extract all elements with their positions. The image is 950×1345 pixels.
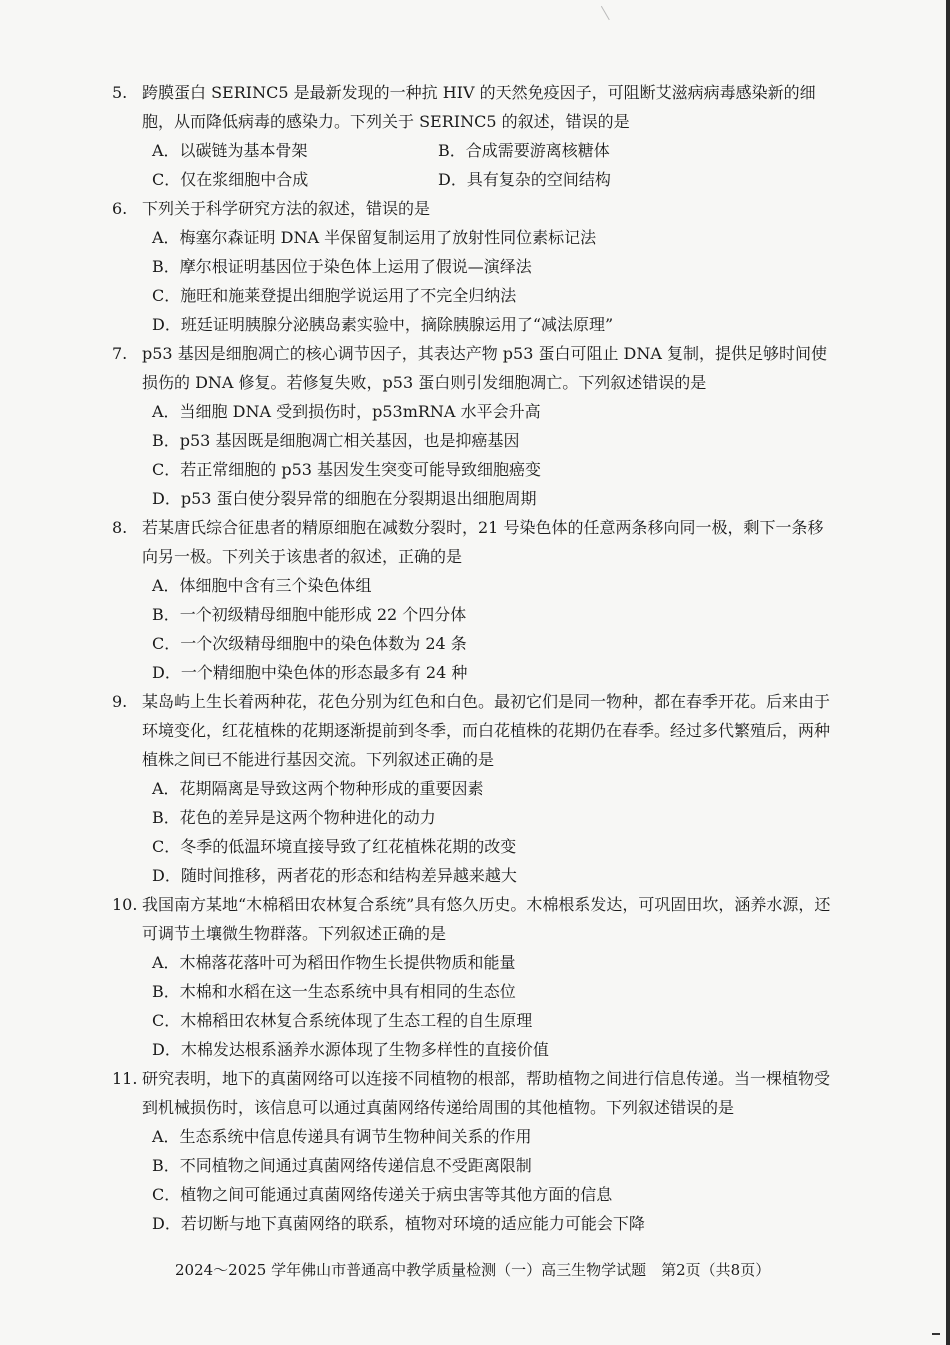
option-b: B．摩尔根证明基因位于染色体上运用了假说—演绎法	[152, 257, 532, 276]
option-a: A．花期隔离是导致这两个物种形成的重要因素	[152, 779, 484, 798]
option-c: C．施旺和施莱登提出细胞学说运用了不完全归纳法	[152, 286, 517, 305]
question-stem: 某岛屿上生长着两种花，花色分别为红色和白色。最初它们是同一物种，都在春季开花。后来由于环境变化，红花植株的花期逐渐提前到冬季，而白花植株的花期仍在春季。经过多代繁殖后，两种植株之间已不能进行基因交流。下列叙述正确的是	[142, 692, 831, 769]
question-stem: 跨膜蛋白 SERINC5 是最新发现的一种抗 HIV 的天然免疫因子，可阻断艾滋病病毒感染新的细胞，从而降低病毒的感染力。下列关于 SERINC5 的叙述，错误的是	[142, 83, 816, 131]
question-list	[112, 78, 832, 1238]
scan-edge	[946, 0, 950, 1345]
scan-mark	[601, 0, 620, 20]
page-footer: 2024～2025 学年佛山市普通高中教学质量检测（一）高三生物学试题 第2页（共8页）	[175, 1261, 771, 1279]
option-a: A．当细胞 DNA 受到损伤时，p53mRNA 水平会升高	[152, 402, 541, 421]
question-11	[112, 1064, 832, 1238]
option-a: A．梅塞尔森证明 DNA 半保留复制运用了放射性同位素标记法	[152, 228, 597, 247]
option-b: B．p53 基因既是细胞凋亡相关基因，也是抑癌基因	[152, 431, 520, 450]
option-a: A．木棉落花落叶可为稻田作物生长提供物质和能量	[152, 953, 516, 972]
question-stem: p53 基因是细胞凋亡的核心调节因子，其表达产物 p53 蛋白可阻止 DNA 复制，提供足够时间使损伤的 DNA 修复。若修复失败，p53 蛋白则引发细胞凋亡。下列叙述错误的是	[142, 344, 828, 392]
question-number: 6.	[112, 199, 128, 218]
question-number: 7.	[112, 344, 128, 363]
question-number: 9.	[112, 692, 128, 711]
option-c: C．木棉稻田农林复合系统体现了生态工程的自生原理	[152, 1011, 533, 1030]
question-6	[112, 194, 832, 339]
option-d: D．随时间推移，两者花的形态和结构差异越来越大	[152, 866, 517, 885]
question-number: 11.	[112, 1069, 138, 1088]
question-8	[112, 513, 832, 687]
option-c: C．植物之间可能通过真菌网络传递关于病虫害等其他方面的信息	[152, 1185, 613, 1204]
option-a: A．以碳链为基本骨架	[152, 141, 308, 160]
question-number: 5.	[112, 83, 128, 102]
question-7	[112, 339, 832, 513]
question-9	[112, 687, 832, 890]
question-number: 8.	[112, 518, 128, 537]
option-c: C．仅在浆细胞中合成	[152, 170, 309, 189]
option-d: D．班廷证明胰腺分泌胰岛素实验中，摘除胰腺运用了“减法原理”	[152, 315, 614, 334]
question-stem: 我国南方某地“木棉稻田农林复合系统”具有悠久历史。木棉根系发达，可巩固田坎，涵养水源，还可调节土壤微生物群落。下列叙述正确的是	[142, 895, 831, 943]
option-d: D．一个精细胞中染色体的形态最多有 24 种	[152, 663, 468, 682]
question-number: 10.	[112, 895, 138, 914]
option-b: B．花色的差异是这两个物种进化的动力	[152, 808, 436, 827]
option-b: B．一个初级精母细胞中能形成 22 个四分体	[152, 605, 467, 624]
question-stem: 研究表明，地下的真菌网络可以连接不同植物的根部，帮助植物之间进行信息传递。当一棵植物受到机械损伤时，该信息可以通过真菌网络传递给周围的其他植物。下列叙述错误的是	[142, 1069, 831, 1117]
question-stem: 若某唐氏综合征患者的精原细胞在减数分裂时，21 号染色体的任意两条移向同一极，剩下一条移向另一极。下列关于该患者的叙述，正确的是	[142, 518, 824, 566]
question-10	[112, 890, 832, 1064]
option-d: D．具有复杂的空间结构	[438, 170, 611, 189]
question-stem: 下列关于科学研究方法的叙述，错误的是	[142, 199, 431, 218]
option-d: D．若切断与地下真菌网络的联系，植物对环境的适应能力可能会下降	[152, 1214, 645, 1233]
option-a: A．体细胞中含有三个染色体组	[152, 576, 372, 595]
option-b: B．合成需要游离核糖体	[438, 141, 610, 160]
option-b: B．不同植物之间通过真菌网络传递信息不受距离限制	[152, 1156, 532, 1175]
option-c: C．冬季的低温环境直接导致了红花植株花期的改变	[152, 837, 517, 856]
option-c: C．若正常细胞的 p53 基因发生突变可能导致细胞癌变	[152, 460, 542, 479]
question-5	[112, 78, 832, 194]
option-b: B．木棉和水稻在这一生态系统中具有相同的生态位	[152, 982, 516, 1001]
scan-mark	[932, 1333, 940, 1335]
option-d: D．p53 蛋白使分裂异常的细胞在分裂期退出细胞周期	[152, 489, 537, 508]
option-c: C．一个次级精母细胞中的染色体数为 24 条	[152, 634, 467, 653]
option-d: D．木棉发达根系涵养水源体现了生物多样性的直接价值	[152, 1040, 549, 1059]
option-a: A．生态系统中信息传递具有调节生物种间关系的作用	[152, 1127, 532, 1146]
